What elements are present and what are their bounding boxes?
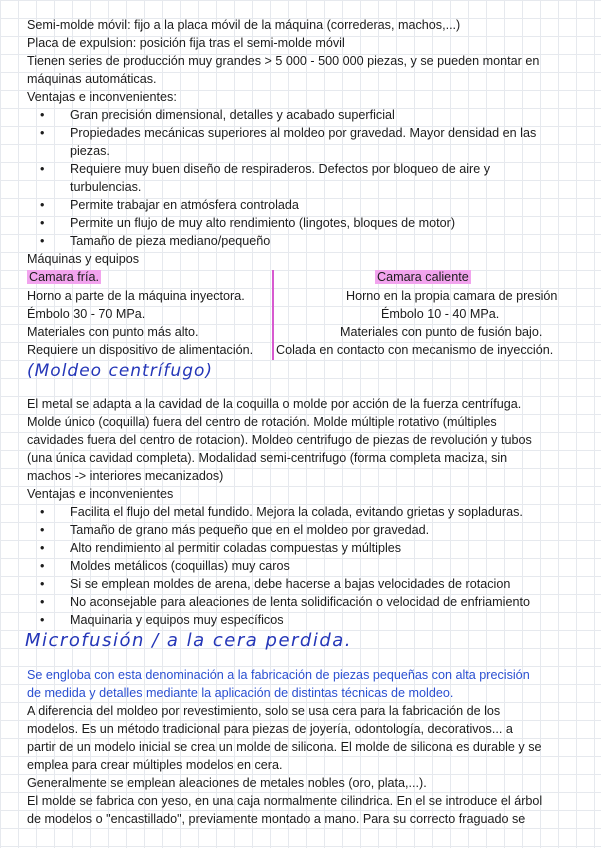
list-item: Tamaño de grano más pequeño que en el moldeo por gravedad. [70, 523, 430, 537]
text-line: partir de un modelo inicial se crea un molde de silicona. El molde de silicona es durable y se [27, 740, 542, 754]
bullet-icon: • [40, 126, 45, 140]
text-line: máquinas automáticas. [27, 72, 157, 86]
list-item-continuation: turbulencias. [70, 180, 142, 194]
list-item: Maquinaria y equipos muy específicos [70, 613, 284, 627]
text-line: machos -> interiores mecanizados) [27, 469, 224, 483]
text-line: (una única cavidad completa). Modalidad semi-centrifugo (forma completa maciza, sin [27, 451, 508, 465]
table-cell: Materiales con punto de fusión bajo. [340, 325, 543, 339]
table-cell: Émbolo 30 - 70 MPa. [27, 307, 146, 321]
list-item: Facilita el flujo del metal fundido. Mejora la colada, evitando grietas y sopladuras. [70, 505, 523, 519]
list-item: Propiedades mecánicas superiores al moldeo por gravedad. Mayor densidad en las [70, 126, 537, 140]
table-cell: Horno en la propia camara de presión [346, 289, 558, 303]
list-item-continuation: piezas. [70, 144, 110, 158]
list-item: Alto rendimiento al permitir coladas compuestas y múltiples [70, 541, 402, 555]
bullet-icon: • [40, 559, 45, 573]
highlight: Camara caliente [377, 270, 469, 284]
text-line: Molde único (coquilla) fuera del centro de rotación. Molde múltiple rotativo (múltiples [27, 415, 497, 429]
list-item: Permite trabajar en atmósfera controlada [70, 198, 299, 212]
table-cell: Requiere un dispositivo de alimentación. [27, 343, 254, 357]
table-cell: Materiales con punto más alto. [27, 325, 199, 339]
bullet-icon: • [40, 216, 45, 230]
table-cell: Colada en contacto con mecanismo de inyección. [276, 343, 554, 357]
bullet-icon: • [40, 577, 45, 591]
text-line: de modelos o "encastillado", previamente montado a mano. Para su correcto fraguado se [27, 812, 526, 826]
text-line: Placa de expulsion: posición fija tras el semi-molde móvil [27, 36, 345, 50]
bullet-icon: • [40, 198, 45, 212]
bullet-icon: • [40, 505, 45, 519]
text-line: cavidades fuera del centro de rotacion). Moldeo centrifugo de piezas de revolución y tubos [27, 433, 532, 447]
table-header-hot [375, 268, 471, 286]
text-line: A diferencia del moldeo por revestimiento, solo se usa cera para la fabricación de los [27, 704, 501, 718]
bullet-icon: • [40, 613, 45, 627]
list-item: Requiere muy buen diseño de respiraderos. Defectos por bloqueo de aire y [70, 162, 491, 176]
bullet-icon: • [40, 108, 45, 122]
table-cell: Émbolo 10 - 40 MPa. [381, 307, 500, 321]
table-cell: Horno a parte de la máquina inyectora. [27, 289, 245, 303]
list-item: No aconsejable para aleaciones de lenta solidificación o velocidad de enfriamiento [70, 595, 530, 609]
bullet-icon: • [40, 234, 45, 248]
text-line: emplea para crear múltiples modelos en cera. [27, 758, 283, 772]
bullet-icon: • [40, 541, 45, 555]
highlight: Camara fría. [29, 270, 99, 284]
list-item: Moldes metálicos (coquillas) muy caros [70, 559, 290, 573]
definition-line: Se engloba con esta denominación a la fabricación de piezas pequeñas con alta precisión [27, 668, 530, 682]
table-header-cold [27, 268, 101, 286]
text-line: El metal se adapta a la cavidad de la coquilla o molde por acción de la fuerza centrífuga. [27, 397, 522, 411]
bullet-icon: • [40, 162, 45, 176]
table-divider [272, 270, 274, 360]
text-line: Ventajas e inconvenientes: [27, 90, 177, 104]
list-item: Gran precisión dimensional, detalles y acabado superficial [70, 108, 395, 122]
text-line: El molde se fabrica con yeso, en una caja normalmente cilindrica. En el se introduce el árbol [27, 794, 543, 808]
text-line: Semi-molde móvil: fijo a la placa móvil de la máquina (correderas, machos,...) [27, 18, 461, 32]
bullet-icon: • [40, 595, 45, 609]
text-line: Ventajas e inconvenientes [27, 487, 174, 501]
list-item: Permite un flujo de muy alto rendimiento (lingotes, bloques de motor) [70, 216, 456, 230]
text-line: modelos. Es un método tradicional para piezas de joyería, odontología, decorativos... a [27, 722, 513, 736]
bullet-icon: • [40, 523, 45, 537]
text-line: Tienen series de producción muy grandes > 5 000 - 500 000 piezas, y se pueden montar en [27, 54, 540, 68]
handwritten-heading-centrifugo: (Moldeo centrífugo) [27, 361, 214, 381]
text-line: Generalmente se emplean aleaciones de metales nobles (oro, plata,...). [27, 776, 427, 790]
definition-line: de medida y detalles mediante la aplicación de distintas técnicas de moldeo. [27, 686, 454, 700]
list-item: Si se emplean moldes de arena, debe hacerse a bajas velocidades de rotacion [70, 577, 511, 591]
handwritten-heading-microfusion: Microfusión / a la cera perdida. [25, 630, 353, 651]
section-heading: Máquinas y equipos [27, 252, 140, 266]
list-item: Tamaño de pieza mediano/pequeño [70, 234, 271, 248]
